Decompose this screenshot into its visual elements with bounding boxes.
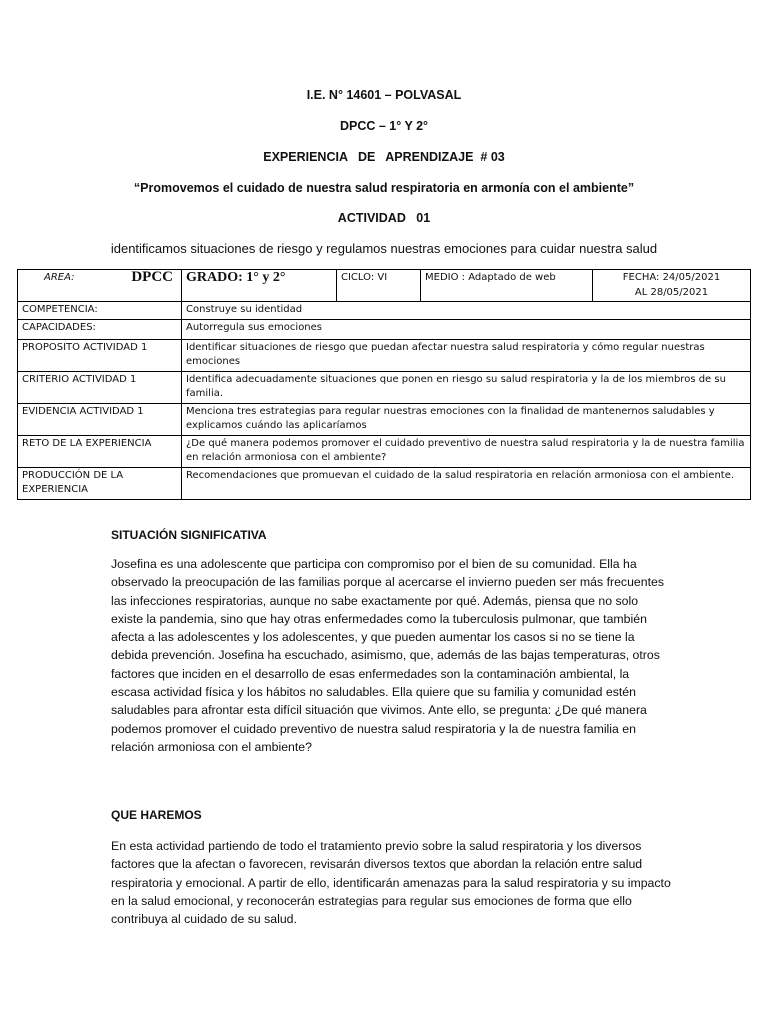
situacion-title: SITUACIÓN SIGNIFICATIVA [111, 528, 267, 542]
row-value: Recomendaciones que promuevan el cuidado de la salud respiratoria en relación armoniosa con el ambiente. [182, 467, 751, 499]
row-value: Construye su identidad [182, 302, 751, 320]
grado-cell: GRADO: 1° y 2° [182, 270, 337, 302]
row-value: Autorregula sus emociones [182, 319, 751, 339]
area-cell [18, 270, 182, 302]
experience-heading: EXPERIENCIA DE APRENDIZAJE # 03 [263, 150, 505, 164]
area-label: AREA: [44, 272, 75, 283]
table-row [18, 467, 751, 499]
que-haremos-title: QUE HAREMOS [111, 808, 202, 822]
activity-subtitle: identificamos situaciones de riesgo y regulamos nuestras emociones para cuidar nuestra salud [110, 241, 658, 256]
medio-cell: MEDIO : Adaptado de web [421, 270, 593, 302]
course-heading: DPCC – 1° Y 2° [339, 119, 429, 133]
row-label: CAPACIDADES: [18, 319, 182, 339]
table-row [18, 339, 751, 371]
document-title: “Promovemos el cuidado de nuestra salud respiratoria en armonía con el ambiente” [133, 181, 635, 195]
row-label: PRODUCCIÓN DE LA EXPERIENCIA [18, 467, 182, 499]
info-table [17, 269, 751, 500]
row-value: Identifica adecuadamente situaciones que ponen en riesgo su salud respiratoria y la de los miembros de su familia. [182, 371, 751, 403]
row-label: EVIDENCIA ACTIVIDAD 1 [18, 403, 182, 435]
fecha-start: FECHA: 24/05/2021 [622, 272, 721, 283]
row-label: RETO DE LA EXPERIENCIA [18, 435, 182, 467]
area-value: DPCC [131, 269, 173, 285]
fecha-end: AL 28/05/2021 [634, 286, 709, 298]
row-label: COMPETENCIA: [18, 302, 182, 320]
row-label: PROPOSITO ACTIVIDAD 1 [18, 339, 182, 371]
situacion-paragraph: Josefina es una adolescente que participa con compromiso por el bien de su comunidad. Ella ha observado la preocupación de las familias porque al acercarse el invierno pueden ser más frecuentes las infecciones respiratorias, aunque no sabe exactamente por qué. Además, piensa que no solo existe la pandemia, sino que hay otras enfermedades como la tuberculosis pulmonar, que también afecta a las adolescentes y los adolescentes, y que pueden aumentar los casos si no se tiene la debida prevención. Josefina ha escuchado, asimismo, que, además de las bajas temperaturas, otros factores que inciden en el desarrollo de esas enfermedades son la contaminación ambiental, la escasa actividad física y los hábitos no saludables. Ella quiere que su familia y comunidad estén saludables para afrontar esta difícil situación que vivimos. Ante ello, se pregunta: ¿De qué manera podemos promover el cuidado preventivo de nuestra salud respiratoria y la de nuestra familia en relación armoniosa con el ambiente? [111, 557, 664, 754]
row-value: ¿De qué manera podemos promover el cuidado preventivo de nuestra salud respiratoria y la de nuestra familia en relación armoniosa con el ambiente? [182, 435, 751, 467]
row-value: Menciona tres estrategias para regular nuestras emociones con la finalidad de mantenernos saludables y explicamos cuándo las aplicaríamos [182, 403, 751, 435]
table-row [18, 435, 751, 467]
institution-heading: I.E. N° 14601 – POLVASAL [306, 88, 462, 102]
que-haremos-paragraph: En esta actividad partiendo de todo el tratamiento previo sobre la salud respiratoria y los diversos factores que la afectan o favorecen, revisarán diversos textos que abordan la relación entre salud respiratoria y emocional. A partir de ello, identificarán amenazas para la salud respiratoria y su impacto en la salud emocional, y reconocerán estrategias para regular sus emociones de forma que ello contribuya al cuidado de su salud. [111, 839, 671, 927]
fecha-cell [593, 270, 751, 302]
table-row [18, 403, 751, 435]
activity-heading: ACTIVIDAD 01 [337, 211, 431, 225]
ciclo-cell: CICLO: VI [337, 270, 421, 302]
info-header-row [18, 270, 751, 302]
row-value: Identificar situaciones de riesgo que puedan afectar nuestra salud respiratoria y cómo regular nuestras emociones [182, 339, 751, 371]
table-row [18, 319, 751, 339]
table-row [18, 371, 751, 403]
row-label: CRITERIO ACTIVIDAD 1 [18, 371, 182, 403]
table-row [18, 302, 751, 320]
